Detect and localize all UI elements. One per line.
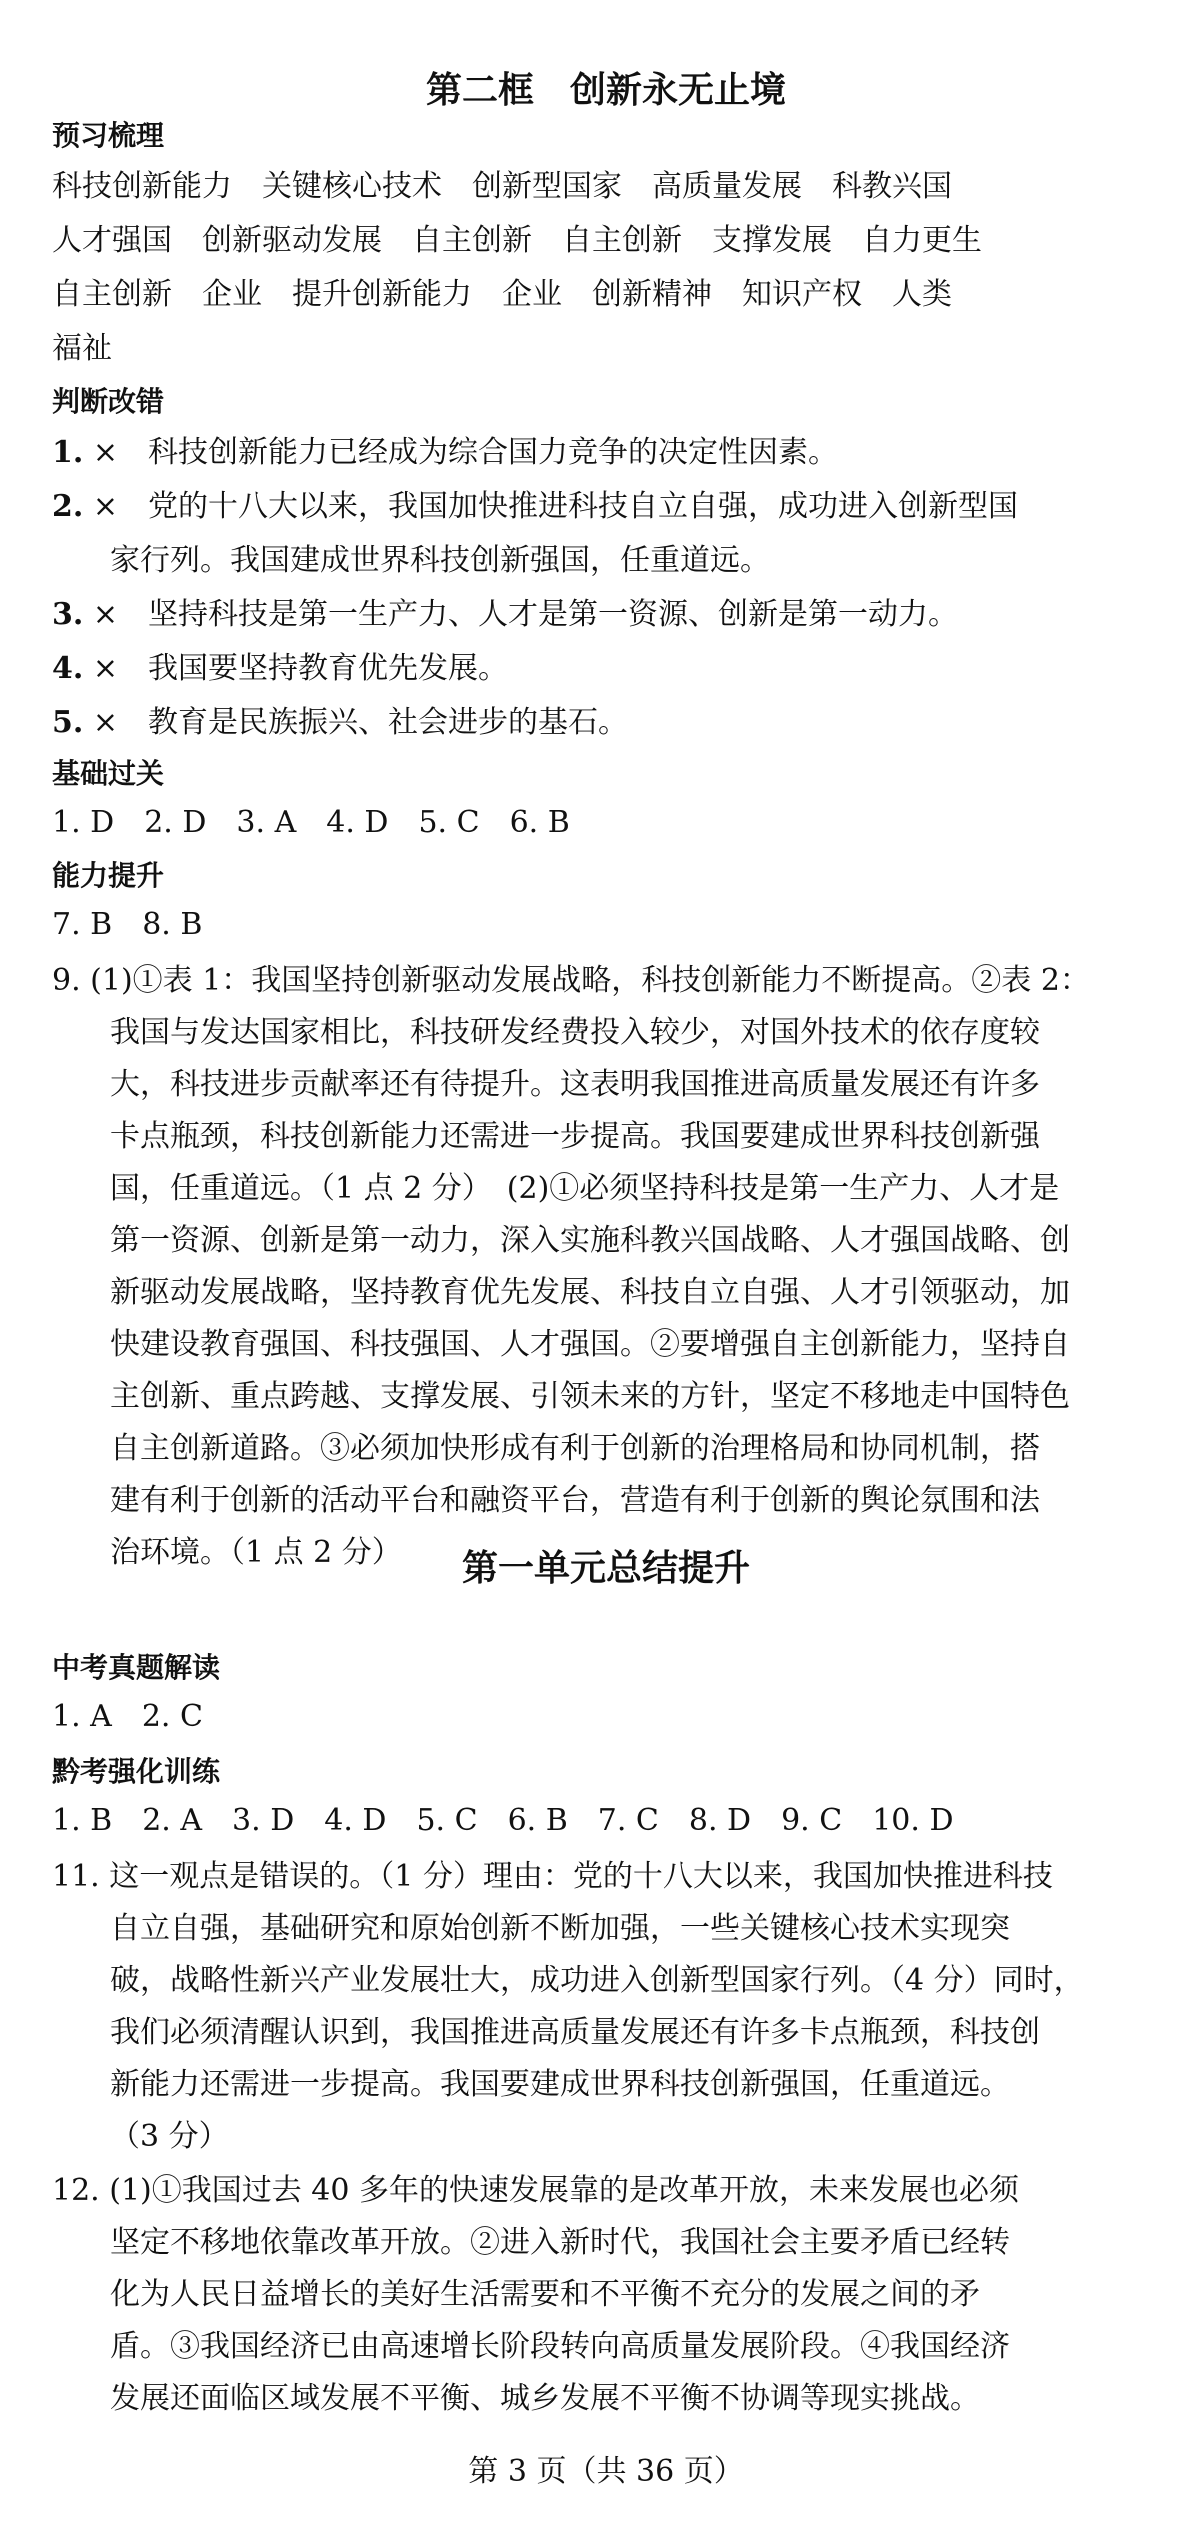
keyword-row-4: 福祉 [52, 331, 112, 366]
q9-line: 大，科技进步贡献率还有待提升。这表明我国推进高质量发展还有许多 [110, 1067, 1040, 1102]
q9-line: 新驱动发展战略，坚持教育优先发展、科技自立自强、人才引领驱动，加 [110, 1275, 1070, 1310]
q9-line: 主创新、重点跨越、支撑发展、引领未来的方针，坚定不移地走中国特色 [110, 1379, 1070, 1414]
q9-line: 建有利于创新的活动平台和融资平台，营造有利于创新的舆论氛围和法 [110, 1483, 1040, 1518]
ability-heading: 能力提升 [52, 859, 165, 892]
q9-line: 自主创新道路。③必须加快形成有利于创新的治理格局和协同机制，搭 [110, 1431, 1040, 1466]
q12-line: 化为人民日益增长的美好生活需要和不平衡不充分的发展之间的矛 [110, 2277, 980, 2312]
keyword-row-1: 科技创新能力 关键核心技术 创新型国家 高质量发展 科教兴国 [52, 169, 952, 204]
q9-line: 治环境。（1 点 2 分） [110, 1535, 402, 1570]
q12-line: 12. (1)①我国过去 40 多年的快速发展靠的是改革开放，未来发展也必须 [52, 2173, 1019, 2208]
section-title: 第一单元总结提升 [461, 1547, 750, 1589]
judge-item: 5. × 教育是民族振兴、社会进步的基石。 [52, 705, 629, 740]
section-title: 第二框 创新永无止境 [425, 69, 786, 111]
keyword-row-3: 自主创新 企业 提升创新能力 企业 创新精神 知识产权 人类 [52, 277, 952, 312]
page-footer: 第 3 页（共 36 页） [468, 2454, 744, 2489]
basic-heading: 基础过关 [52, 757, 165, 790]
preview-heading: 预习梳理 [52, 119, 165, 152]
judge-heading: 判断改错 [52, 385, 165, 418]
q11-line: 自立自强，基础研究和原始创新不断加强，一些关键核心技术实现突 [110, 1911, 1010, 1946]
judge-item: 1. × 科技创新能力已经成为综合国力竞争的决定性因素。 [52, 435, 839, 470]
basic-answers: 1. D 2. D 3. A 4. D 5. C 6. B [52, 805, 570, 840]
q11-line: 11. 这一观点是错误的。（1 分）理由：党的十八大以来，我国加快推进科技 [52, 1859, 1053, 1894]
train-heading: 黔考强化训练 [52, 1755, 221, 1788]
q9-line: 国，任重道远。（1 点 2 分） (2)①必须坚持科技是第一生产力、人才是 [110, 1171, 1060, 1206]
q9-line: 卡点瓶颈，科技创新能力还需进一步提高。我国要建成世界科技创新强 [110, 1119, 1040, 1154]
q9-line: 9. (1)①表 1：我国坚持创新驱动发展战略，科技创新能力不断提高。②表 2： [52, 963, 1090, 998]
judge-item: 2. × 党的十八大以来，我国加快推进科技自立自强，成功进入创新型国 [52, 489, 1019, 524]
q11-line: 新能力还需进一步提高。我国要建成世界科技创新强国，任重道远。 [110, 2067, 1010, 2102]
q11-line: 我们必须清醒认识到，我国推进高质量发展还有许多卡点瓶颈，科技创 [110, 2015, 1040, 2050]
exam-heading: 中考真题解读 [52, 1651, 221, 1684]
q9-line: 我国与发达国家相比，科技研发经费投入较少，对国外技术的依存度较 [110, 1015, 1040, 1050]
q12-line: 盾。③我国经济已由高速增长阶段转向高质量发展阶段。④我国经济 [110, 2329, 1010, 2364]
train-answers: 1. B 2. A 3. D 4. D 5. C 6. B 7. C 8. D 9. C 10. D [52, 1803, 954, 1838]
judge-item-continuation: 家行列。我国建成世界科技创新强国，任重道远。 [110, 543, 770, 578]
judge-item: 4. × 我国要坚持教育优先发展。 [52, 651, 509, 686]
q9-line: 快建设教育强国、科技强国、人才强国。②要增强自主创新能力，坚持自 [110, 1327, 1070, 1362]
ability-answers: 7. B 8. B [52, 907, 203, 942]
q9-line: 第一资源、创新是第一动力，深入实施科教兴国战略、人才强国战略、创 [110, 1223, 1070, 1258]
exam-answers: 1. A 2. C [52, 1699, 203, 1734]
judge-item: 3. × 坚持科技是第一生产力、人才是第一资源、创新是第一动力。 [52, 597, 959, 632]
q12-line: 坚定不移地依靠改革开放。②进入新时代，我国社会主要矛盾已经转 [110, 2225, 1010, 2260]
q11-line: （3 分） [110, 2119, 229, 2154]
q12-line: 发展还面临区域发展不平衡、城乡发展不平衡不协调等现实挑战。 [110, 2381, 980, 2416]
keyword-row-2: 人才强国 创新驱动发展 自主创新 自主创新 支撑发展 自力更生 [52, 223, 982, 258]
q11-line: 破，战略性新兴产业发展壮大，成功进入创新型国家行列。（4 分）同时， [110, 1963, 1084, 1998]
